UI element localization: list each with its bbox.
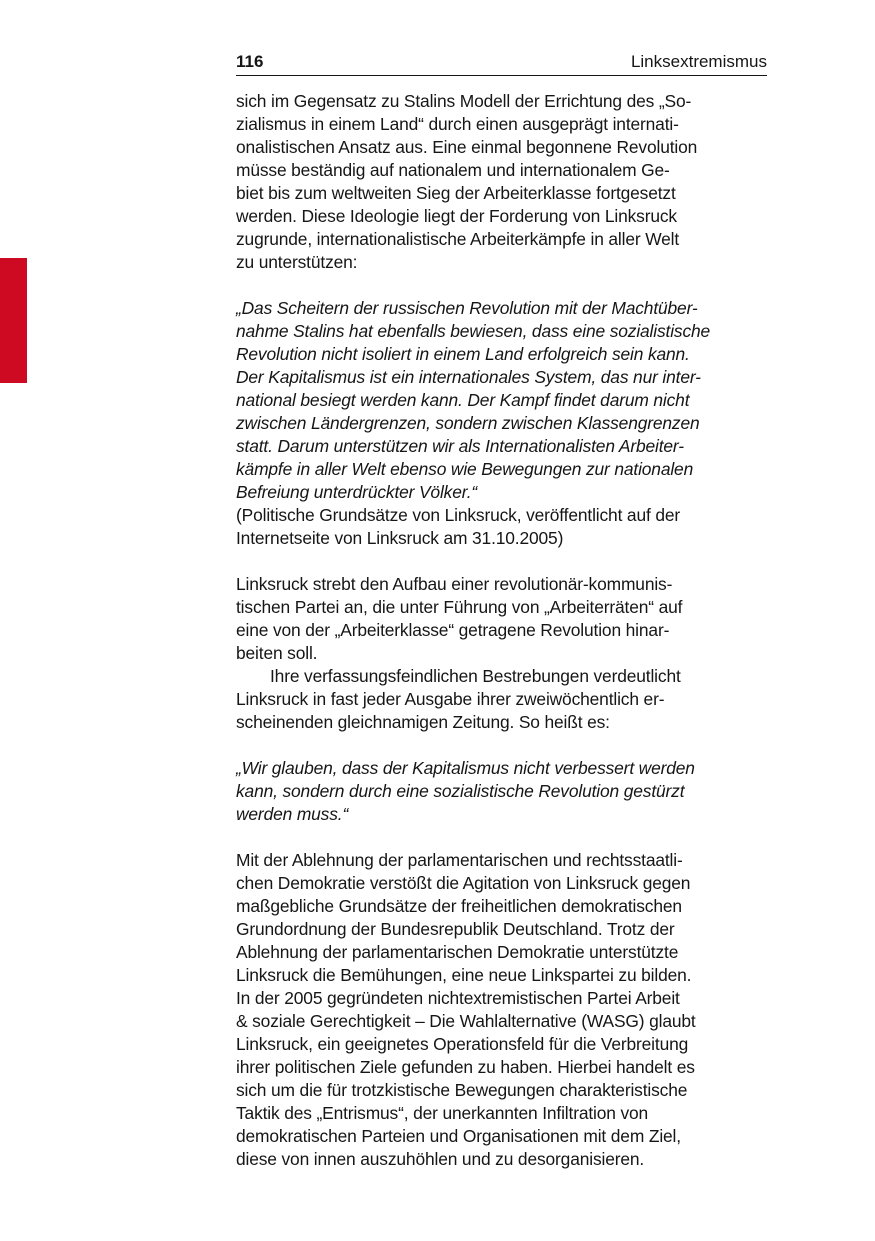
page-header	[236, 52, 767, 76]
text-line: zialismus in einem Land“ durch einen ausgeprägt internati-	[236, 114, 679, 134]
text-line: ihrer politischen Ziele gefunden zu haben. Hierbei handelt es	[236, 1057, 695, 1077]
text-line: Linksruck die Bemühungen, eine neue Linkspartei zu bilden.	[236, 965, 692, 985]
text-line: onalistischen Ansatz aus. Eine einmal begonnene Revolution	[236, 137, 698, 157]
text-line: biet bis zum weltweiten Sieg der Arbeiterklasse fortgesetzt	[236, 183, 676, 203]
text-line: Linksruck in fast jeder Ausgabe ihrer zweiwöchentlich er-	[236, 689, 665, 709]
chapter-tab-marker	[0, 258, 27, 383]
text-line: scheinenden gleichnamigen Zeitung. So heißt es:	[236, 712, 610, 732]
text-line: zu unterstützen:	[236, 252, 358, 272]
text-line: müsse beständig auf nationalem und internationalem Ge-	[236, 160, 670, 180]
text-line: „Das Scheitern der russischen Revolution mit der Machtüber-	[236, 298, 698, 318]
text-line: national besiegt werden kann. Der Kampf findet darum nicht	[236, 390, 690, 410]
text-line: werden. Diese Ideologie liegt der Forderung von Linksruck	[236, 206, 677, 226]
text-line: kann, sondern durch eine sozialistische Revolution gestürzt	[236, 781, 685, 801]
text-line: Linksruck strebt den Aufbau einer revolutionär-kommunis-	[236, 574, 673, 594]
text-line: & soziale Gerechtigkeit – Die Wahlalternative (WASG) glaubt	[236, 1011, 696, 1031]
text-line: zwischen Ländergrenzen, sondern zwischen Klassengrenzen	[236, 413, 700, 433]
text-line: Ihre verfassungsfeindlichen Bestrebungen verdeutlicht	[270, 666, 681, 686]
text-line: chen Demokratie verstößt die Agitation von Linksruck gegen	[236, 873, 691, 893]
text-line: Ablehnung der parlamentarischen Demokratie unterstützte	[236, 942, 679, 962]
text-line: Grundordnung der Bundesrepublik Deutschland. Trotz der	[236, 919, 675, 939]
text-line: In der 2005 gegründeten nichtextremistischen Partei Arbeit	[236, 988, 680, 1008]
body-text	[236, 90, 767, 1171]
text-line: tischen Partei an, die unter Führung von „Arbeiterräten“ auf	[236, 597, 683, 617]
text-line: Internetseite von Linksruck am 31.10.2005)	[236, 528, 564, 548]
paragraph-ablehnung	[236, 849, 767, 1171]
text-line: sich im Gegensatz zu Stalins Modell der Errichtung des „So-	[236, 91, 692, 111]
text-line: Taktik des „Entrismus“, der unerkannten Infiltration von	[236, 1103, 649, 1123]
text-line: demokratischen Parteien und Organisationen mit dem Ziel,	[236, 1126, 681, 1146]
quote-revolution	[236, 297, 767, 504]
page-number: 116	[236, 52, 264, 71]
text-line: kämpfe in aller Welt ebenso wie Bewegungen zur nationalen	[236, 459, 694, 479]
text-line: Mit der Ablehnung der parlamentarischen und rechtsstaatli-	[236, 850, 683, 870]
text-line: werden muss.“	[236, 804, 349, 824]
quote-revolution-source	[236, 504, 767, 550]
paragraph-bestrebungen	[236, 665, 767, 734]
text-line: (Politische Grundsätze von Linksruck, veröffentlicht auf der	[236, 505, 681, 525]
text-line: „Wir glauben, dass der Kapitalismus nicht verbessert werden	[236, 758, 695, 778]
text-line: sich um die für trotzkistische Bewegungen charakteristische	[236, 1080, 688, 1100]
paragraph-intro	[236, 90, 767, 274]
quote-kapitalismus	[236, 757, 767, 826]
text-line: maßgebliche Grundsätze der freiheitlichen demokratischen	[236, 896, 682, 916]
text-line: Linksruck, ein geeignetes Operationsfeld für die Verbreitung	[236, 1034, 689, 1054]
text-line: nahme Stalins hat ebenfalls bewiesen, dass eine sozialistische	[236, 321, 711, 341]
text-line: Befreiung unterdrückter Völker.“	[236, 482, 478, 502]
page-content	[236, 52, 767, 1171]
text-line: zugrunde, internationalistische Arbeiterkämpfe in aller Welt	[236, 229, 680, 249]
text-line: Der Kapitalismus ist ein internationales System, das nur inter-	[236, 367, 701, 387]
text-line: beiten soll.	[236, 643, 318, 663]
text-line: statt. Darum unterstützen wir als Internationalisten Arbeiter-	[236, 436, 684, 456]
text-line: Revolution nicht isoliert in einem Land erfolgreich sein kann.	[236, 344, 690, 364]
paragraph-partei	[236, 573, 767, 665]
section-title: Linksextremismus	[630, 52, 767, 71]
text-line: eine von der „Arbeiterklasse“ getragene Revolution hinar-	[236, 620, 670, 640]
text-line: diese von innen auszuhöhlen und zu desorganisieren.	[236, 1149, 645, 1169]
